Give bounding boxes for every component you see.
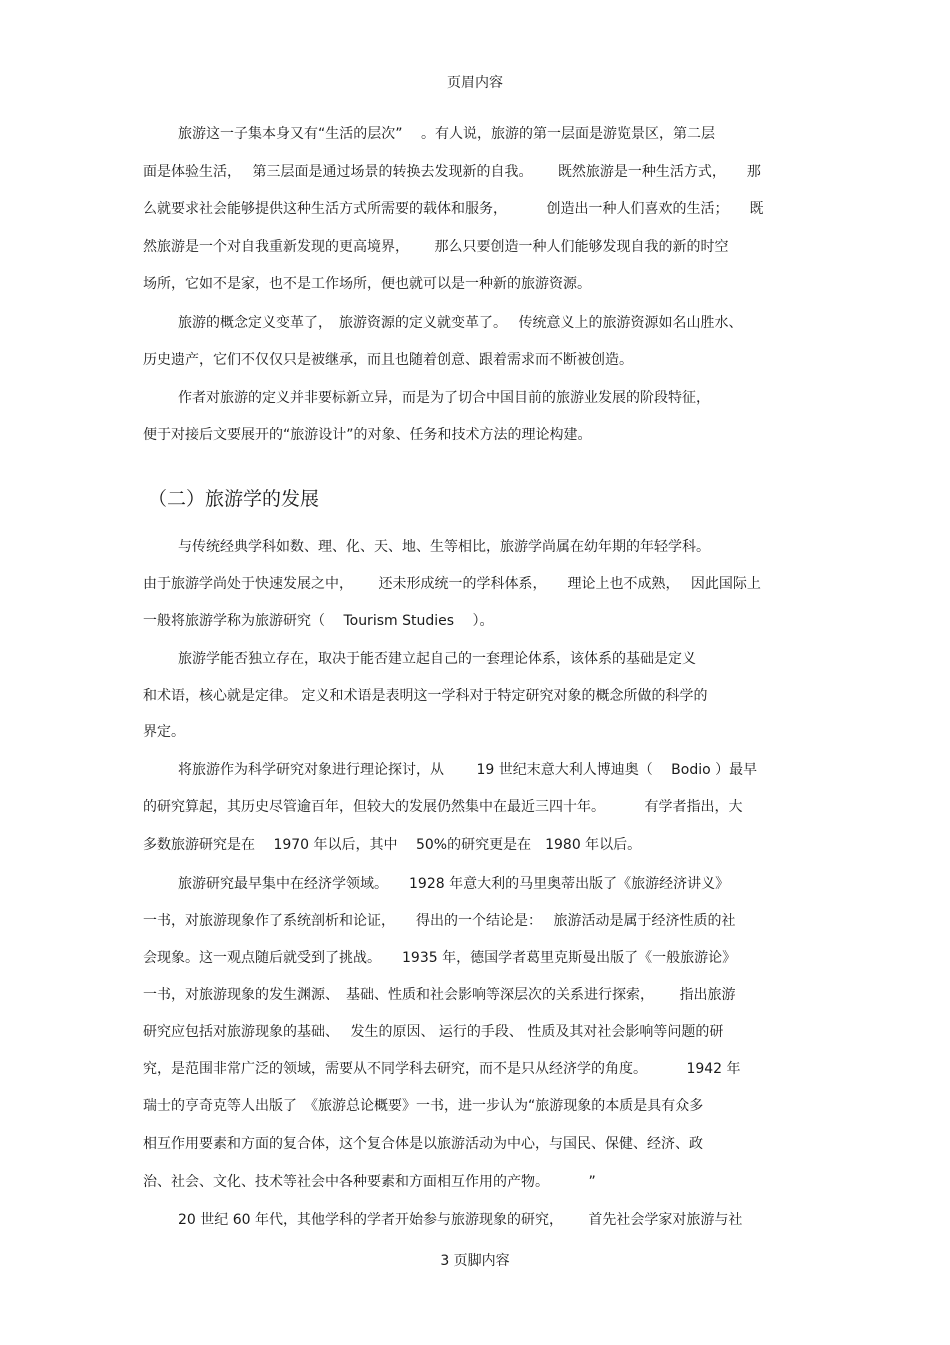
paragraph-line: 与传统经典学科如数、理、化、天、地、生等相比，旅游学尚属在幼年期的年轻学科。 <box>178 539 710 555</box>
paragraph-line: 一书，对旅游现象的发生渊源、 基础、性质和社会影响等深层次的关系进行探索， 指出旅游 <box>143 987 736 1003</box>
paragraph-line: 和术语，核心就是定律。 定义和术语是表明这一学科对于特定研究对象的概念所做的科学的 <box>143 688 708 704</box>
paragraph-line: 的研究算起，其历史尽管逾百年，但较大的发展仍然集中在最近三四十年。 有学者指出，大 <box>143 799 743 815</box>
paragraph-line: 20 世纪 60 年代，其他学科的学者开始参与旅游现象的研究， 首先社会学家对旅游与社 <box>178 1212 743 1228</box>
paragraph-line: 由于旅游学尚处于快速发展之中， 还未形成统一的学科体系， 理论上也不成熟， 因此国际上 <box>143 576 761 592</box>
paragraph-line: 历史遗产，它们不仅仅只是被继承，而且也随着创意、跟着需求而不断被创造。 <box>143 352 633 368</box>
paragraph-line: 多数旅游研究是在 1970 年以后，其中 50%的研究更是在 1980 年以后。 <box>143 837 642 853</box>
paragraph-line: 旅游这一子集本身又有“生活的层次” 。有人说，旅游的第一层面是游览景区，第二层 <box>178 126 715 142</box>
paragraph-line: 么就要求社会能够提供这种生活方式所需要的载体和服务， 创造出一种人们喜欢的生活； 既 <box>143 201 764 217</box>
paragraph-line: 作者对旅游的定义并非要标新立异，而是为了切合中国目前的旅游业发展的阶段特征， <box>178 390 710 406</box>
paragraph-line: 将旅游作为科学研究对象进行理论探讨，从 19 世纪末意大利人博迪奥（ Bodio ）最早 <box>178 762 758 778</box>
paragraph-line: 面是体验生活， 第三层面是通过场景的转换去发现新的自我。 既然旅游是一种生活方式， 那 <box>143 164 761 180</box>
section-heading: （二）旅游学的发展 <box>148 488 320 510</box>
paragraph-line: 一书，对旅游现象作了系统剖析和论证， 得出的一个结论是： 旅游活动是属于经济性质的社 <box>143 913 736 929</box>
page-header: 页眉内容 <box>447 75 503 91</box>
paragraph-line: 究，是范围非常广泛的领域，需要从不同学科去研究，而不是只从经济学的角度。 1942 年 <box>143 1061 741 1077</box>
paragraph-line: 场所，它如不是家，也不是工作场所，便也就可以是一种新的旅游资源。 <box>143 276 591 292</box>
paragraph-line: 研究应包括对旅游现象的基础、 发生的原因、 运行的手段、 性质及其对社会影响等问题的研 <box>143 1024 724 1040</box>
paragraph-line: 瑞士的亨奇克等人出版了 《旅游总论概要》一书，进一步认为“旅游现象的本质是具有众多 <box>143 1098 704 1114</box>
paragraph-line: 然旅游是一个对自我重新发现的更高境界， 那么只要创造一种人们能够发现自我的新的时空 <box>143 239 729 255</box>
page-footer: 3 页脚内容 <box>440 1253 510 1269</box>
paragraph-line: 相互作用要素和方面的复合体，这个复合体是以旅游活动为中心，与国民、保健、经济、政 <box>143 1136 703 1152</box>
paragraph-line: 旅游研究最早集中在经济学领域。 1928 年意大利的马里奥蒂出版了《旅游经济讲义》 <box>178 876 730 892</box>
paragraph-line: 旅游的概念定义变革了， 旅游资源的定义就变革了。 传统意义上的旅游资源如名山胜水、 <box>178 315 743 331</box>
paragraph-line: 界定。 <box>143 724 185 740</box>
paragraph-line: 旅游学能否独立存在，取决于能否建立起自己的一套理论体系，该体系的基础是定义 <box>178 651 696 667</box>
paragraph-line: 治、社会、文化、技术等社会中各种要素和方面相互作用的产物。 ” <box>143 1174 596 1190</box>
paragraph-line: 一般将旅游学称为旅游研究（ Tourism Studies ）。 <box>143 613 494 629</box>
paragraph-line: 便于对接后文要展开的“旅游设计”的对象、任务和技术方法的理论构建。 <box>143 427 592 443</box>
paragraph-line: 会现象。这一观点随后就受到了挑战。 1935 年，德国学者葛里克斯曼出版了《一般旅游论》 <box>143 950 737 966</box>
